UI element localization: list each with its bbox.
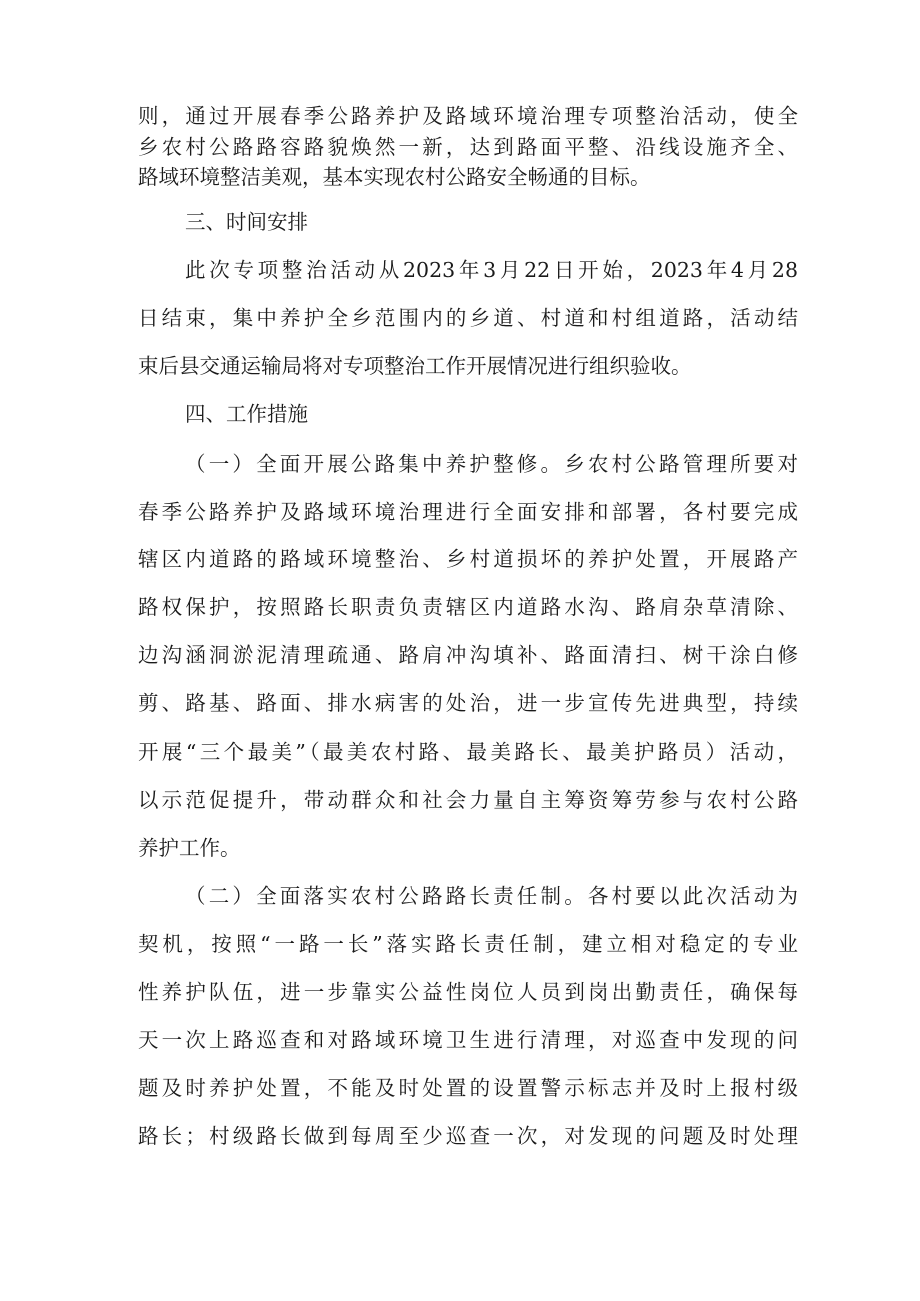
paragraph-line: 契机，按照“一路一长”落实路长责任制，建立相对稳定的专业 — [138, 932, 798, 956]
paragraph-line: 以示范促提升，带动群众和社会力量自主筹资筹劳参与农村公路 — [138, 788, 798, 812]
paragraph-line: 题及时养护处置，不能及时处置的设置警示标志并及时上报村级 — [138, 1076, 798, 1100]
paragraph-line: 则，通过开展春季公路养护及路域环境治理专项整治活动，使全 — [138, 104, 798, 128]
paragraph-line: 性养护队伍，进一步靠实公益性岗位人员到岗出勤责任，确保每 — [138, 980, 798, 1004]
section-heading: 三、时间安排 — [185, 210, 308, 234]
paragraph-line: （二）全面落实农村公路路长责任制。各村要以此次活动为 — [185, 884, 798, 908]
paragraph-line: 乡农村公路路容路貌焕然一新，达到路面平整、沿线设施齐全、 — [138, 135, 798, 159]
paragraph-line: 春季公路养护及路域环境治理进行全面安排和部署，各村要完成 — [138, 500, 798, 524]
paragraph-line: 路权保护，按照路长职责负责辖区内道路水沟、路肩杂草清除、 — [138, 595, 798, 619]
paragraph-line: 束后县交通运输局将对专项整治工作开展情况进行组织验收。 — [138, 354, 692, 378]
paragraph-line: 日结束，集中养护全乡范围内的乡道、村道和村组道路，活动结 — [138, 306, 798, 330]
paragraph-line: 养护工作。 — [138, 836, 241, 860]
paragraph-line: 天一次上路巡查和对路域环境卫生进行清理，对巡查中发现的问 — [138, 1028, 798, 1052]
section-heading: 四、工作措施 — [185, 402, 308, 426]
paragraph-line: 此次专项整治活动从2023年3月22日开始，2023年4月28 — [185, 258, 798, 282]
paragraph-line: （一）全面开展公路集中养护整修。乡农村公路管理所要对 — [185, 452, 798, 476]
paragraph-line: 辖区内道路的路域环境整治、乡村道损坏的养护处置，开展路产 — [138, 547, 798, 571]
paragraph-line: 路长；村级路长做到每周至少巡查一次，对发现的问题及时处理 — [138, 1124, 798, 1148]
paragraph-line: 开展“三个最美”（最美农村路、最美路长、最美护路员）活动， — [138, 740, 798, 764]
paragraph-line: 路域环境整洁美观，基本实现农村公路安全畅通的目标。 — [138, 165, 651, 189]
paragraph-line: 剪、路基、路面、排水病害的处治，进一步宣传先进典型，持续 — [138, 691, 798, 715]
paragraph-line: 边沟涵洞淤泥清理疏通、路肩冲沟填补、路面清扫、树干涂白修 — [138, 643, 798, 667]
